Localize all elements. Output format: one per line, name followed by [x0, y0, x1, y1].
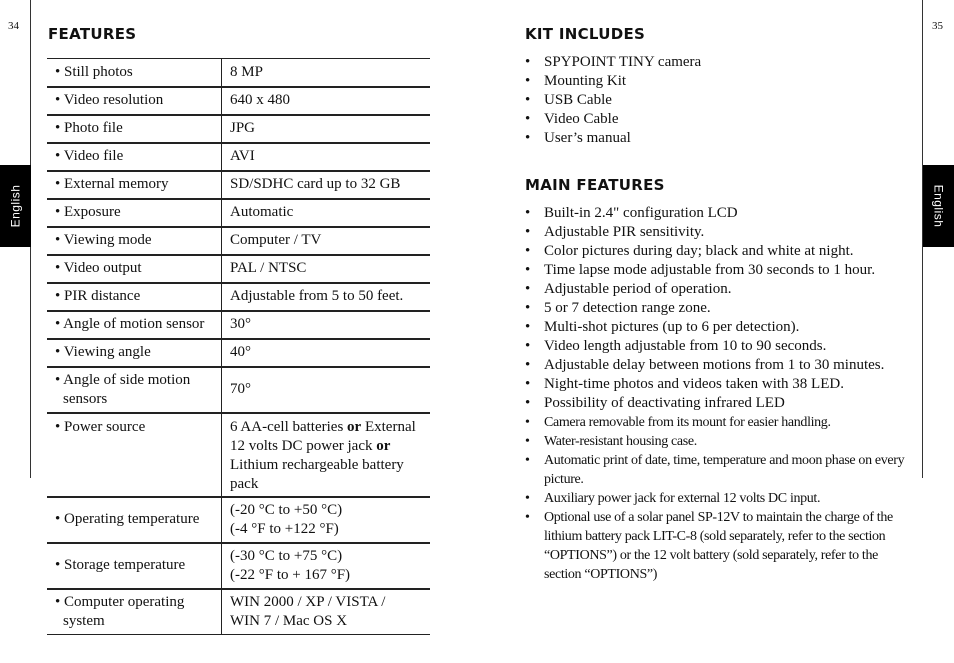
- spec-label: [47, 255, 222, 283]
- spec-label: [47, 199, 222, 227]
- table-row: [47, 589, 430, 635]
- spec-value: [222, 59, 431, 87]
- list-item: • User’s manual: [525, 129, 701, 148]
- spec-value-line: (-30 °C to +75 °C): [230, 547, 343, 564]
- list-item: • Time lapse mode adjustable from 30 seconds to 1 hour.: [525, 261, 905, 280]
- list-item: • Color pictures during day; black and white at night.: [525, 242, 905, 261]
- spec-label: [47, 367, 222, 413]
- list-item: • Optional use of a solar panel SP-12V to maintain the charge of the lithium battery pack LIT-C-8 (sold separately, refer to the section “OPTIONS”) or the 12 volt battery (sold separately, refer to the section “OPTIONS”): [525, 508, 905, 584]
- spec-value: [222, 87, 431, 115]
- spec-value-line: 40°: [230, 344, 251, 360]
- spec-value: [222, 543, 431, 589]
- list-item: • Auxiliary power jack for external 12 volts DC input.: [525, 489, 905, 508]
- spec-label: [47, 115, 222, 143]
- spec-label: [47, 413, 222, 497]
- list-item: • USB Cable: [525, 91, 701, 110]
- language-tab-left: [0, 165, 31, 247]
- spec-label-text: • Power source: [55, 418, 146, 435]
- spec-value: [222, 283, 431, 311]
- spec-value: [222, 255, 431, 283]
- spec-value-line: 30°: [230, 316, 251, 332]
- language-tab-left-label: English: [8, 184, 23, 228]
- table-row: [47, 199, 430, 227]
- kit-includes-list: [525, 53, 701, 148]
- list-item: • Possibility of deactivating infrared LED: [525, 394, 905, 413]
- spec-label-text: • Photo file: [55, 120, 123, 136]
- table-row: [47, 413, 430, 497]
- spec-label-text: • Video resolution: [55, 92, 164, 108]
- spec-label: [47, 339, 222, 367]
- spec-label-text: • Still photos: [55, 63, 133, 80]
- spec-label: [47, 59, 222, 87]
- main-features-heading: MAIN FEATURES: [525, 176, 665, 194]
- main-features-list: [525, 204, 905, 584]
- spec-label: [47, 589, 222, 635]
- list-item: • SPYPOINT TINY camera: [525, 53, 701, 72]
- page-number-right: 35: [932, 20, 943, 32]
- spec-label-text: • Viewing angle: [55, 344, 151, 360]
- spec-label-text: • Viewing mode: [55, 232, 152, 248]
- language-tab-right-label: English: [931, 184, 946, 228]
- spec-label-text: • Operating temperature: [55, 511, 200, 527]
- table-row: [47, 59, 430, 87]
- spec-value-line: JPG: [230, 120, 256, 136]
- spec-value-line: Adjustable from 5 to 50 feet.: [230, 288, 404, 304]
- spec-value-line: (-4 °F to +122 °F): [230, 520, 339, 537]
- spec-value-line: WIN 7 / Mac OS X: [230, 612, 348, 629]
- list-item: • Built-in 2.4" configuration LCD: [525, 204, 905, 223]
- language-tab-right: [923, 165, 954, 247]
- table-row: [47, 367, 430, 413]
- table-row: [47, 543, 430, 589]
- list-item: • Adjustable period of operation.: [525, 280, 905, 299]
- spec-value-line: Automatic: [230, 204, 294, 220]
- spec-value-line: AVI: [230, 148, 255, 164]
- list-item: • Night-time photos and videos taken with 38 LED.: [525, 375, 905, 394]
- table-row: [47, 171, 430, 199]
- spec-value: [222, 367, 431, 413]
- list-item: • Camera removable from its mount for easier handling.: [525, 413, 905, 432]
- spec-value: [222, 497, 431, 543]
- list-item: • Adjustable PIR sensitivity.: [525, 223, 905, 242]
- spec-value: [222, 199, 431, 227]
- kit-includes-heading: KIT INCLUDES: [525, 25, 646, 43]
- table-row: [47, 255, 430, 283]
- list-item: • Adjustable delay between motions from 1 to 30 minutes.: [525, 356, 905, 375]
- spec-label-text: • External memory: [55, 176, 169, 192]
- spec-label-text: • Storage temperature: [55, 557, 186, 573]
- spec-label: [47, 227, 222, 255]
- features-heading: FEATURES: [48, 25, 137, 43]
- spec-value: [222, 143, 431, 171]
- spec-label-text: • PIR distance: [55, 288, 141, 304]
- table-row: [47, 87, 430, 115]
- spec-value-line: SD/SDHC card up to 32 GB: [230, 176, 401, 192]
- spec-label-text: • Angle of side motion sensors: [55, 371, 191, 407]
- spec-value-text: Lithium rechargeable battery pack: [230, 456, 404, 492]
- spec-value-line: 70°: [230, 381, 251, 397]
- spec-label-text: • Computer operating system: [55, 593, 185, 629]
- features-table: [47, 58, 430, 635]
- table-row: [47, 339, 430, 367]
- spec-label-text: • Exposure: [55, 204, 121, 220]
- list-item: • 5 or 7 detection range zone.: [525, 299, 905, 318]
- spec-value-line: 640 x 480: [230, 92, 290, 108]
- table-row: [47, 227, 430, 255]
- spec-value: [222, 171, 431, 199]
- spec-label: [47, 311, 222, 339]
- spec-label-text: • Angle of motion sensor: [55, 316, 205, 332]
- spec-value-line: (-20 °C to +50 °C): [230, 501, 343, 518]
- spec-value-emphasis: or: [347, 418, 362, 435]
- spec-value-emphasis: or: [376, 437, 391, 454]
- table-row: [47, 143, 430, 171]
- table-row: [47, 115, 430, 143]
- spec-value: [222, 115, 431, 143]
- spec-label: [47, 543, 222, 589]
- list-item: • Video Cable: [525, 110, 701, 129]
- spec-value-line: 8 MP: [230, 63, 263, 80]
- list-item: • Mounting Kit: [525, 72, 701, 91]
- spec-value-line: Computer / TV: [230, 232, 322, 248]
- spec-value-line: (-22 °F to + 167 °F): [230, 566, 351, 583]
- spec-value: [222, 413, 431, 497]
- list-item: • Multi-shot pictures (up to 6 per detection).: [525, 318, 905, 337]
- spec-value-text: 6 AA-cell batteries: [230, 418, 348, 435]
- spec-label: [47, 171, 222, 199]
- spec-label: [47, 497, 222, 543]
- list-item: • Automatic print of date, time, temperature and moon phase on every picture.: [525, 451, 905, 489]
- spec-label: [47, 283, 222, 311]
- spec-value: [222, 227, 431, 255]
- spec-value: [222, 589, 431, 635]
- spec-label-text: • Video output: [55, 260, 142, 276]
- page-number-left: 34: [8, 20, 19, 32]
- spec-label: [47, 143, 222, 171]
- spec-label: [47, 87, 222, 115]
- spec-value: [222, 311, 431, 339]
- table-row: [47, 283, 430, 311]
- spec-value: [222, 339, 431, 367]
- list-item: • Water-resistant housing case.: [525, 432, 905, 451]
- table-row: [47, 497, 430, 543]
- spec-value-line: PAL / NTSC: [230, 260, 307, 276]
- list-item: • Video length adjustable from 10 to 90 seconds.: [525, 337, 905, 356]
- spec-label-text: • Video file: [55, 148, 124, 164]
- spec-value-text: External 12 volts DC power jack: [230, 418, 416, 454]
- spec-value-line: WIN 2000 / XP / VISTA /: [230, 593, 386, 610]
- table-row: [47, 311, 430, 339]
